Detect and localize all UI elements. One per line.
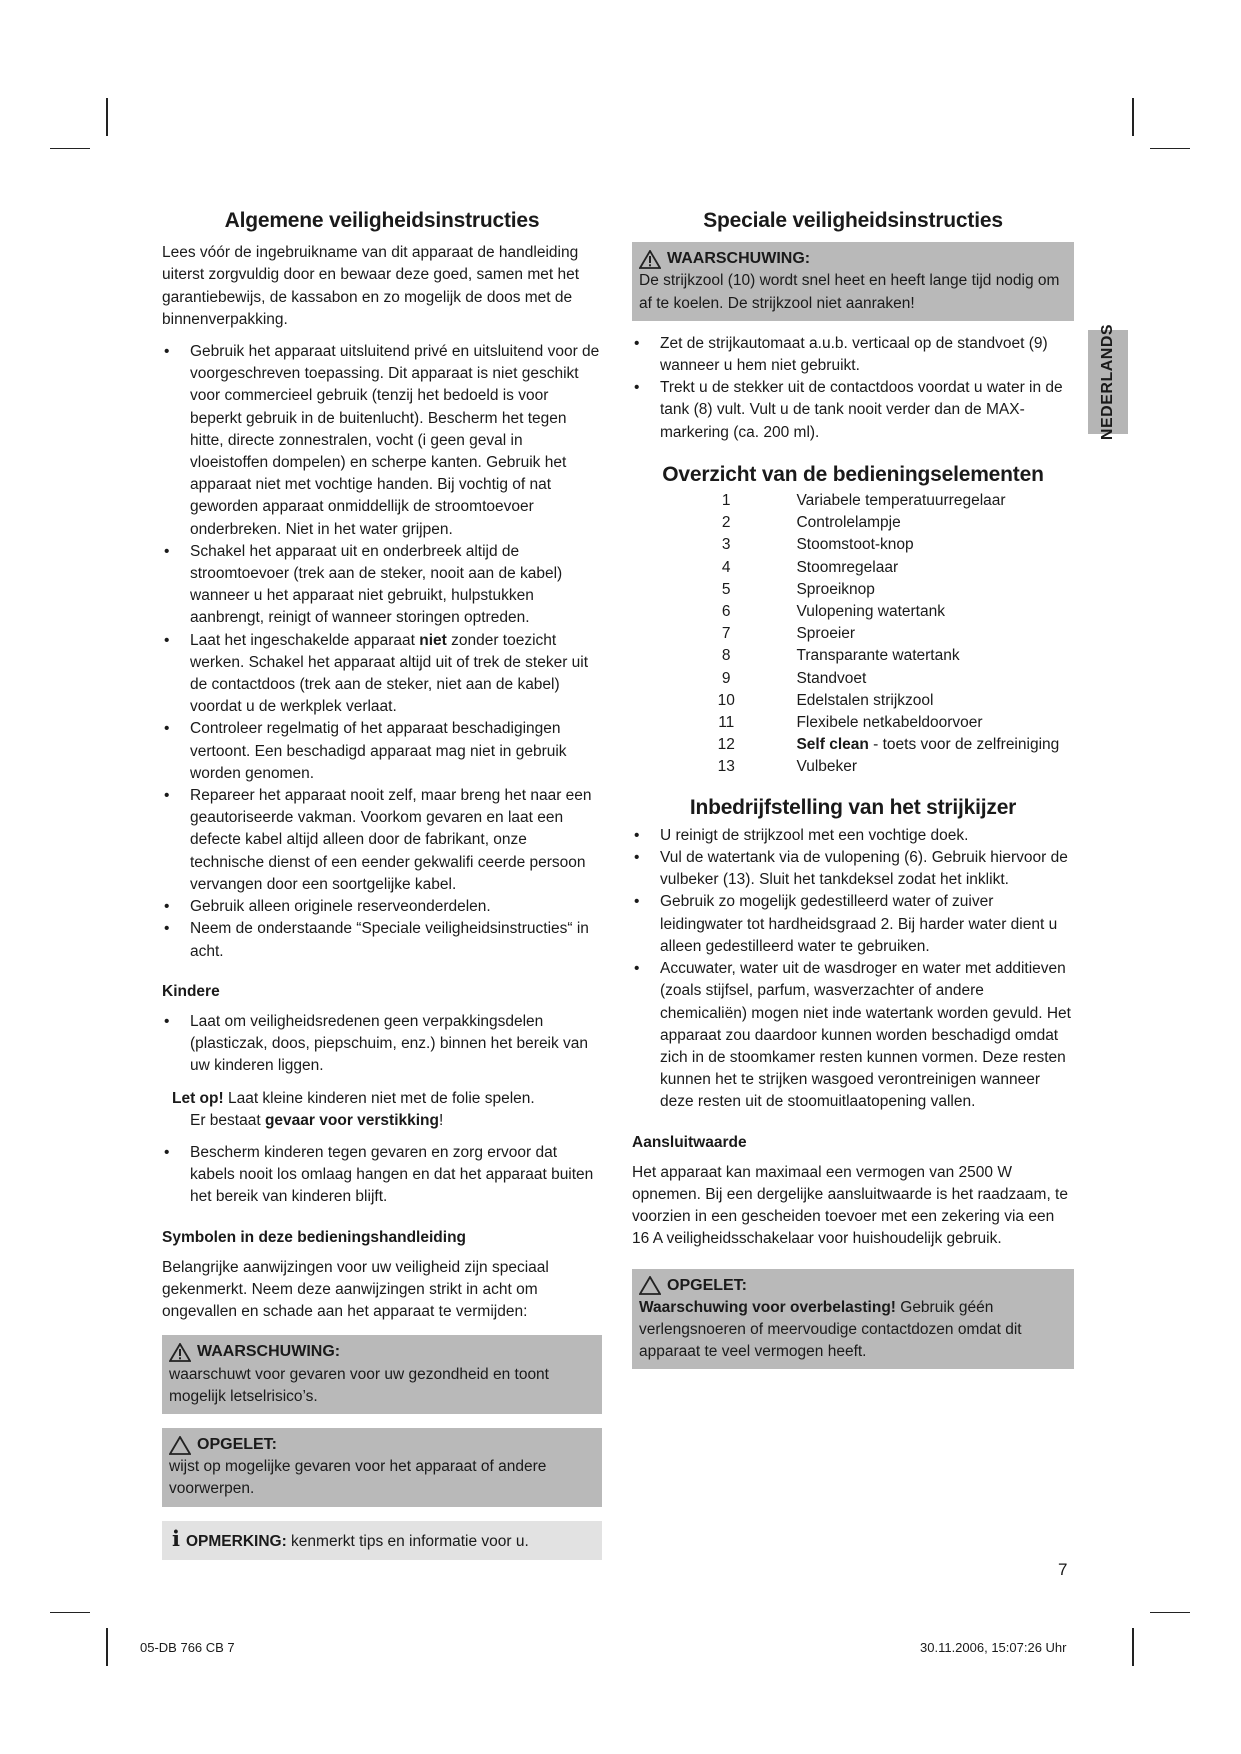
attention-text: Laat kleine kinderen niet met de folie spelen. (223, 1089, 535, 1107)
list-item: • Bescherm kinderen tegen gevaren en zorg ervoor dat kabels nooit los omlaag hangen en dat het apparaat buiten het bereik van kinderen blijft. (162, 1142, 602, 1209)
list-item: • Gebruik het apparaat uitsluitend privé en uitsluitend voor de voorgeschreven toepassing. Dit apparaat is niet geschikt voor commercieel gebruik (tenzij het bedoeld is voor beperkt gebruik in de buitenlucht). Bescherm het tegen hitte, directe zonnestralen, vocht (i geen geval in vloeistoffen dompelen) en scherpe kanten. Gebruik het apparaat niet met vochtige handen. Bij vochtig of nat geworden apparaat onmiddellijk de stroomtoevoer onderbreken. Niet in het water grijpen. (162, 341, 602, 541)
table-row (694, 490, 1074, 512)
part-label: Controlelampje (796, 514, 901, 532)
warning-title (169, 1341, 595, 1363)
parts-table (694, 490, 1074, 779)
part-label: Sproeiknop (796, 580, 875, 598)
attention-emphasis: gevaar voor verstikking (264, 1111, 439, 1129)
caution-title-text: OPGELET: (197, 1435, 278, 1453)
special-safety-heading: Speciale veiligheidsinstructies (703, 209, 1003, 232)
crop-mark (106, 1628, 108, 1666)
children-list (162, 1011, 602, 1078)
list-item: • Controleer regelmatig of het apparaat beschadigingen vertoont. Een beschadigd apparaat mag niet in gebruik worden genomen. (162, 718, 602, 785)
table-row (694, 668, 1074, 690)
table-row (694, 756, 1074, 778)
warning-box (162, 1335, 602, 1414)
warning-triangle-icon (639, 250, 661, 269)
list-item (162, 630, 602, 719)
part-number: 2 (721, 514, 731, 532)
part-label: Variabele temperatuurregelaar (796, 492, 1006, 510)
part-number: 7 (721, 625, 731, 643)
startup-heading: Inbedrijfstelling van het strijkijzer (689, 795, 1017, 819)
footer-left: 05-DB 766 CB 7 (140, 1640, 235, 1655)
caution-triangle-icon (639, 1276, 661, 1295)
list-item: • Repareer het apparaat nooit zelf, maar breng het naar een geautoriseerde vakman. Voorkom gevaren en laat een defecte kabel altijd alleen door de fabrikant, onze technische dienst of een eender gekwalifi ceerde persoon vervangen door een soortgelijke kabel. (162, 785, 602, 896)
table-row (694, 645, 1074, 667)
part-number: 3 (721, 536, 731, 554)
crop-mark (1150, 1612, 1190, 1613)
special-safety-list (632, 333, 1074, 444)
part-label: Vulbeker (796, 758, 858, 776)
children-list-2 (162, 1142, 602, 1209)
caution-triangle-icon (169, 1436, 191, 1455)
caution-emphasis: Waarschuwing voor overbelasting! (639, 1298, 896, 1316)
part-number: 11 (718, 714, 735, 732)
warning-text: De strijkzool (10) wordt snel heet en heeft lange tijd nodig om af te koelen. De strijkzool niet aanraken! (639, 272, 1060, 312)
list-item: • Zet de strijkautomaat a.u.b. verticaal op de standvoet (9) wanneer u hem niet gebruikt. (632, 333, 1074, 377)
table-row (694, 734, 1074, 756)
caution-text (639, 1297, 1067, 1364)
table-row (694, 512, 1074, 534)
part-label (758, 734, 1074, 756)
list-item: • Laat om veiligheidsredenen geen verpakkingsdelen (plasticzak, doos, piepschuim, enz.) binnen het bereik van uw kinderen liggen. (162, 1011, 602, 1078)
table-row (694, 623, 1074, 645)
part-number: 4 (721, 558, 731, 576)
crop-mark (1132, 98, 1134, 136)
caution-title-text: OPGELET: (667, 1276, 748, 1294)
startup-list (632, 825, 1074, 1114)
crop-mark (50, 1612, 90, 1613)
part-number: 12 (717, 736, 735, 754)
part-label: Transparante watertank (796, 647, 960, 665)
note-title: OPMERKING: (185, 1532, 287, 1550)
part-label-text: - toets voor de zelfreiniging (868, 736, 1060, 754)
footer-right: 30.11.2006, 15:07:26 Uhr (920, 1640, 1067, 1655)
connection-heading: Aansluitwaarde (632, 1133, 747, 1151)
symbols-heading: Symbolen in deze bedieningshandleiding (162, 1228, 467, 1246)
list-item-text: Laat het ingeschakelde apparaat (190, 631, 420, 649)
info-icon: i (172, 1525, 180, 1551)
table-row (694, 534, 1074, 556)
warning-title-text: WAARSCHUWING: (197, 1343, 341, 1361)
caution-box (632, 1269, 1074, 1370)
caution-body: Gebruik géén verlengsnoeren of meervoudige contactdozen omdat dit apparaat te veel vermogen heeft. (639, 1298, 1022, 1361)
general-safety-list (162, 341, 602, 963)
crop-mark (1150, 148, 1190, 149)
part-label-bold: Self clean (796, 736, 869, 754)
part-label: Stoomregelaar (796, 558, 899, 576)
children-heading: Kindere (162, 982, 220, 1000)
warning-text: waarschuwt voor gevaren voor uw gezondheid en toont mogelijk letselrisico’s. (169, 1365, 549, 1405)
part-number: 13 (717, 758, 735, 776)
language-tab-label: NEDERLANDS (1099, 323, 1116, 441)
caution-box (162, 1428, 602, 1507)
list-item: • Vul de watertank via de vulopening (6). Gebruik hiervoor de vulbeker (13). Sluit het tankdeksel zodat het inklikt. (632, 847, 1074, 891)
attention-text: ! (439, 1111, 444, 1129)
table-row (694, 557, 1074, 579)
list-item: • Gebruik zo mogelijk gedestilleerd water of zuiver leidingwater tot hardheidsgraad 2. Bij harder water dient u alleen gedestilleerd water te gebruiken. (632, 891, 1074, 958)
crop-mark (106, 98, 108, 136)
list-item: • Schakel het apparaat uit en onderbreek altijd de stroomtoevoer (trek aan de steker, nooit aan de kabel) wanneer u het apparaat niet gebruikt, hulpstukken aanbrengt, reinigt of wanneer storingen optreden. (162, 541, 602, 630)
part-number: 8 (721, 647, 731, 665)
caution-text: wijst op mogelijke gevaren voor het apparaat of andere voorwerpen. (169, 1458, 547, 1498)
part-label: Standvoet (796, 669, 867, 687)
note-text: kenmerkt tips en informatie voor u. (286, 1532, 529, 1550)
page-number: 7 (1058, 1560, 1068, 1579)
part-label: Edelstalen strijkzool (796, 691, 934, 709)
overview-heading: Overzicht van de bedieningselementen (662, 462, 1044, 486)
caution-title (169, 1434, 595, 1456)
list-item: • Gebruik alleen originele reserveonderdelen. (162, 896, 602, 918)
table-row (694, 712, 1074, 734)
symbols-intro: Belangrijke aanwijzingen voor uw veiligheid zijn speciaal gekenmerkt. Neem deze aanwijzingen strikt in acht om ongevallen en schade aan het apparaat te vermijden: (162, 1258, 549, 1321)
crop-mark (1132, 1628, 1134, 1666)
part-label: Vulopening watertank (796, 603, 945, 621)
caution-title (639, 1275, 1067, 1297)
list-item: • Trekt u de stekker uit de contactdoos voordat u water in de tank (8) vult. Vult u de tank nooit verder dan de MAX-markering (ca. 200 ml). (632, 377, 1074, 444)
list-item: • Neem de onderstaande “Speciale veiligheidsinstructies“ in acht. (162, 918, 602, 962)
list-item: • U reinigt de strijkzool met een vochtige doek. (632, 825, 1074, 847)
part-number: 1 (721, 492, 731, 510)
general-safety-heading: Algemene veiligheidsinstructies (224, 209, 540, 232)
connection-text: Het apparaat kan maximaal een vermogen van 2500 W opnemen. Bij een dergelijke aansluitwaarde is het raadzaam, te voorzien in een gescheiden toevoer met een zekering via een 16 A veiligheidsschakelaar voor huishoudelijk gebruik. (632, 1163, 1068, 1248)
warning-title (639, 248, 1067, 270)
list-item-emphasis: niet (419, 631, 447, 649)
general-intro: Lees vóór de ingebruikname van dit apparaat de handleiding uiterst zorgvuldig door en bewaar deze goed, samen met het garantiebewijs, de kassabon en zo mogelijk de doos met de binnenverpakking. (162, 244, 580, 328)
part-number: 6 (721, 603, 731, 621)
attention-text: Er bestaat (190, 1111, 265, 1129)
warning-box (632, 242, 1074, 321)
attention-note (172, 1088, 602, 1132)
note-box (162, 1521, 602, 1560)
warning-triangle-icon (169, 1343, 191, 1362)
part-label: Stoomstoot-knop (796, 536, 914, 554)
part-number: 5 (721, 580, 731, 598)
list-item: • Accuwater, water uit de wasdroger en water met additieven (zoals stijfsel, parfum, wasverzachter of andere chemicaliën) mogen niet inde watertank worden gevuld. Het apparaat zou daardoor kunnen worden beschadigd omdat zich in de stoomkamer resten kunnen vormen. Deze resten kunnen het te strijken wasgoed verontreinigen wanneer deze resten uit de stoomuitlaatopening vallen. (632, 958, 1074, 1113)
language-tab (1088, 323, 1128, 441)
left-column (162, 210, 602, 1560)
attention-label: Let op! (172, 1089, 224, 1107)
part-label: Flexibele netkabeldoorvoer (796, 714, 983, 732)
part-number: 9 (721, 669, 731, 687)
table-row (694, 690, 1074, 712)
warning-title-text: WAARSCHUWING: (667, 250, 811, 268)
list-item-text: zonder toezicht werken. Schakel het apparaat altijd uit of trek de steker uit de contactdoos (trek aan de steker, niet aan de kabel) voordat u de werkplek verlaat. (190, 631, 589, 716)
table-row (694, 601, 1074, 623)
part-number: 10 (717, 691, 735, 709)
part-label: Sproeier (796, 625, 856, 643)
crop-mark (50, 148, 90, 149)
table-row (694, 579, 1074, 601)
right-column (632, 210, 1074, 1369)
